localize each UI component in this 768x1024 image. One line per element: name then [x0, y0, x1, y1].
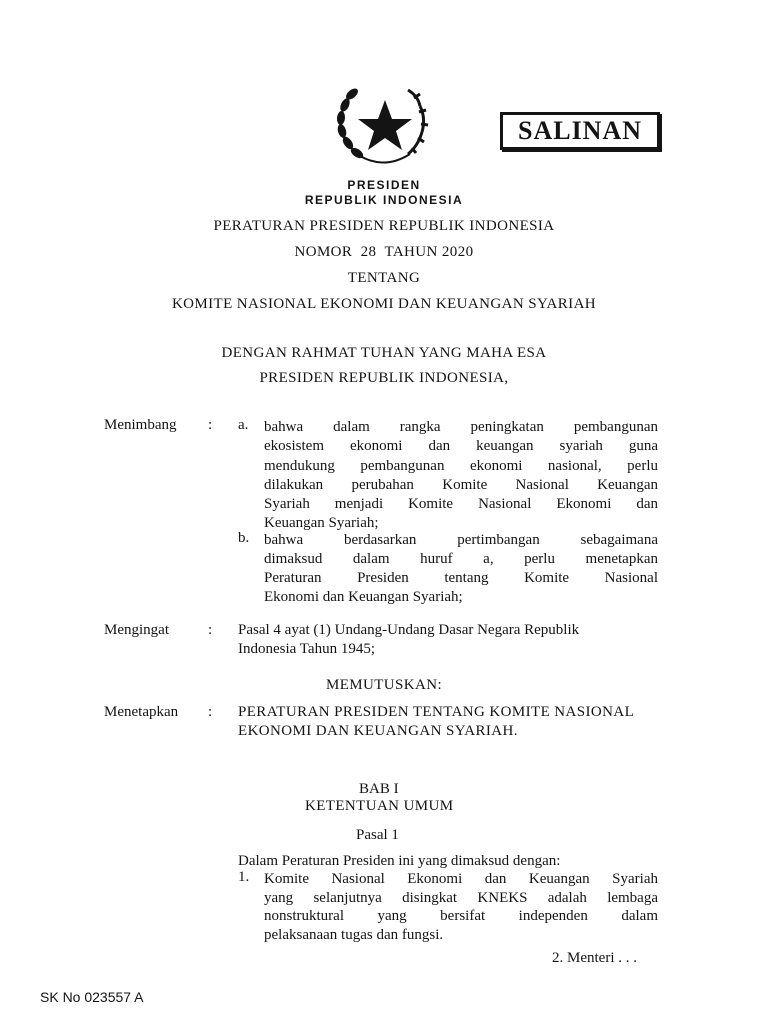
mengingat-line: Indonesia Tahun 1945; [238, 641, 375, 657]
menimbang-a-line: Syariah menjadi Komite Nasional Ekonomi dan [264, 496, 658, 512]
regulation-number: NOMOR 28 TAHUN 2020 [294, 244, 474, 260]
menetapkan-colon: : [208, 704, 213, 720]
president-label: PRESIDEN [347, 178, 421, 192]
mengingat-label: Mengingat [104, 622, 169, 638]
pasal-item1-marker: 1. [238, 869, 250, 885]
state-emblem-icon [330, 72, 440, 172]
menimbang-a-line: mendukung pembangunan ekonomi nasional, perlu [264, 458, 658, 474]
menimbang-b-line: bahwa berdasarkan pertimbangan sebagaimana [264, 532, 658, 548]
menimbang-b-marker: b. [238, 530, 250, 546]
mengingat-line: Pasal 4 ayat (1) Undang-Undang Dasar Negara Republik [238, 622, 580, 638]
menimbang-label: Menimbang [104, 417, 177, 433]
salinan-stamp: SALINAN [500, 112, 660, 150]
menimbang-a-line: bahwa dalam rangka peningkatan pembangunan [264, 419, 658, 435]
tentang-label: TENTANG [347, 270, 421, 286]
menimbang-b-line: Ekonomi dan Keuangan Syariah; [264, 589, 463, 605]
republic-label: REPUBLIK INDONESIA [304, 193, 464, 207]
memutuskan-heading: MEMUTUSKAN: [325, 677, 443, 693]
menetapkan-label: Menetapkan [104, 704, 179, 720]
pasal-item1-line: pelaksanaan tugas dan fungsi. [264, 927, 444, 943]
pasal-intro: Dalam Peraturan Presiden ini yang dimaksud dengan: [238, 853, 561, 869]
menimbang-a-line: dilakukan perubahan Komite Nasional Keuangan [264, 477, 658, 493]
mengingat-colon: : [208, 622, 213, 638]
menimbang-a-line: ekosistem ekonomi dan keuangan syariah guna [264, 438, 658, 454]
menimbang-colon: : [208, 417, 213, 433]
menimbang-a-line: Keuangan Syariah; [264, 515, 379, 531]
pasal-title: Pasal 1 [356, 827, 399, 843]
pasal-item1-line: nonstruktural yang bersifat independen dalam [264, 908, 658, 924]
bab-number: BAB I [359, 781, 399, 797]
menetapkan-line: EKONOMI DAN KEUANGAN SYARIAH. [238, 723, 518, 739]
preamble-president: PRESIDEN REPUBLIK INDONESIA, [259, 370, 509, 386]
pasal-item1-line: yang selanjutnya disingkat KNEKS adalah lembaga [264, 890, 658, 906]
regulation-subject: KOMITE NASIONAL EKONOMI DAN KEUANGAN SYARIAH [171, 296, 597, 312]
menimbang-a-marker: a. [238, 417, 249, 433]
bab-title: KETENTUAN UMUM [305, 798, 454, 814]
menimbang-b-line: Peraturan Presiden tentang Komite Nasional [264, 570, 658, 586]
preamble-line: DENGAN RAHMAT TUHAN YANG MAHA ESA [221, 345, 547, 361]
pasal-item1-line: Komite Nasional Ekonomi dan Keuangan Syariah [264, 871, 658, 887]
menimbang-b-line: dimaksud dalam huruf a, perlu menetapkan [264, 551, 658, 567]
document-serial-code: SK No 023557 A [40, 989, 144, 1005]
menetapkan-line: PERATURAN PRESIDEN TENTANG KOMITE NASIONAL [238, 704, 635, 720]
regulation-title: PERATURAN PRESIDEN REPUBLIK INDONESIA [213, 218, 555, 234]
page-continuation: 2. Menteri . . . [552, 950, 637, 966]
